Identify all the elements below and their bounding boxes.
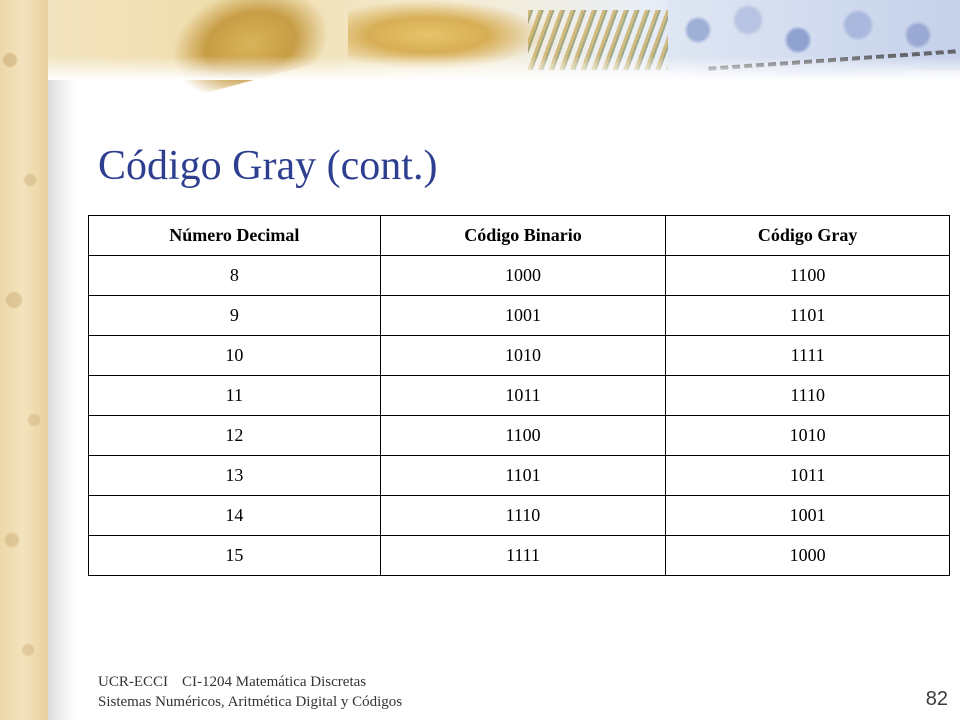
column-header-binary: Código Binario xyxy=(380,216,666,256)
gray-cell: 1110 xyxy=(666,376,950,416)
parchment-border xyxy=(0,0,48,720)
decimal-cell: 11 xyxy=(89,376,381,416)
page-shadow xyxy=(48,80,78,720)
binary-cell: 1100 xyxy=(380,416,666,456)
decimal-cell: 10 xyxy=(89,336,381,376)
column-header-gray: Código Gray xyxy=(666,216,950,256)
gray-cell: 1010 xyxy=(666,416,950,456)
decimal-cell: 14 xyxy=(89,496,381,536)
gray-cell: 1100 xyxy=(666,256,950,296)
decimal-cell: 15 xyxy=(89,536,381,576)
table-row xyxy=(89,456,950,496)
binary-cell: 1001 xyxy=(380,296,666,336)
table-row xyxy=(89,496,950,536)
column-header-decimal: Número Decimal xyxy=(89,216,381,256)
page-number: 82 xyxy=(925,688,948,710)
table-row xyxy=(89,296,950,336)
gray-cell: 1000 xyxy=(666,536,950,576)
footer xyxy=(98,672,402,712)
decimal-cell: 9 xyxy=(89,296,381,336)
binary-cell: 1000 xyxy=(380,256,666,296)
table-row xyxy=(89,416,950,456)
gray-code-table xyxy=(88,215,950,576)
decorative-banner xyxy=(48,0,960,80)
decimal-cell: 13 xyxy=(89,456,381,496)
decimal-cell: 8 xyxy=(89,256,381,296)
slide-title: Código Gray (cont.) xyxy=(98,143,438,189)
footer-subtitle: Sistemas Numéricos, Aritmética Digital y Códigos xyxy=(98,694,403,710)
gray-cell: 1011 xyxy=(666,456,950,496)
table-row xyxy=(89,536,950,576)
banner-fade xyxy=(48,56,960,80)
decimal-cell: 12 xyxy=(89,416,381,456)
table-row xyxy=(89,336,950,376)
binary-cell: 1010 xyxy=(380,336,666,376)
gray-cell: 1001 xyxy=(666,496,950,536)
gray-cell: 1101 xyxy=(666,296,950,336)
binary-cell: 1110 xyxy=(380,496,666,536)
table-row xyxy=(89,376,950,416)
binary-cell: 1111 xyxy=(380,536,666,576)
binary-cell: 1101 xyxy=(380,456,666,496)
table-header-row xyxy=(89,216,950,256)
leaf-decoration xyxy=(159,0,337,99)
footer-institution: UCR-ECCI xyxy=(98,674,169,690)
footer-line-1 xyxy=(98,672,402,692)
footer-course: CI-1204 Matemática Discretas xyxy=(182,674,367,690)
table-row xyxy=(89,256,950,296)
gray-cell: 1111 xyxy=(666,336,950,376)
binary-cell: 1011 xyxy=(380,376,666,416)
